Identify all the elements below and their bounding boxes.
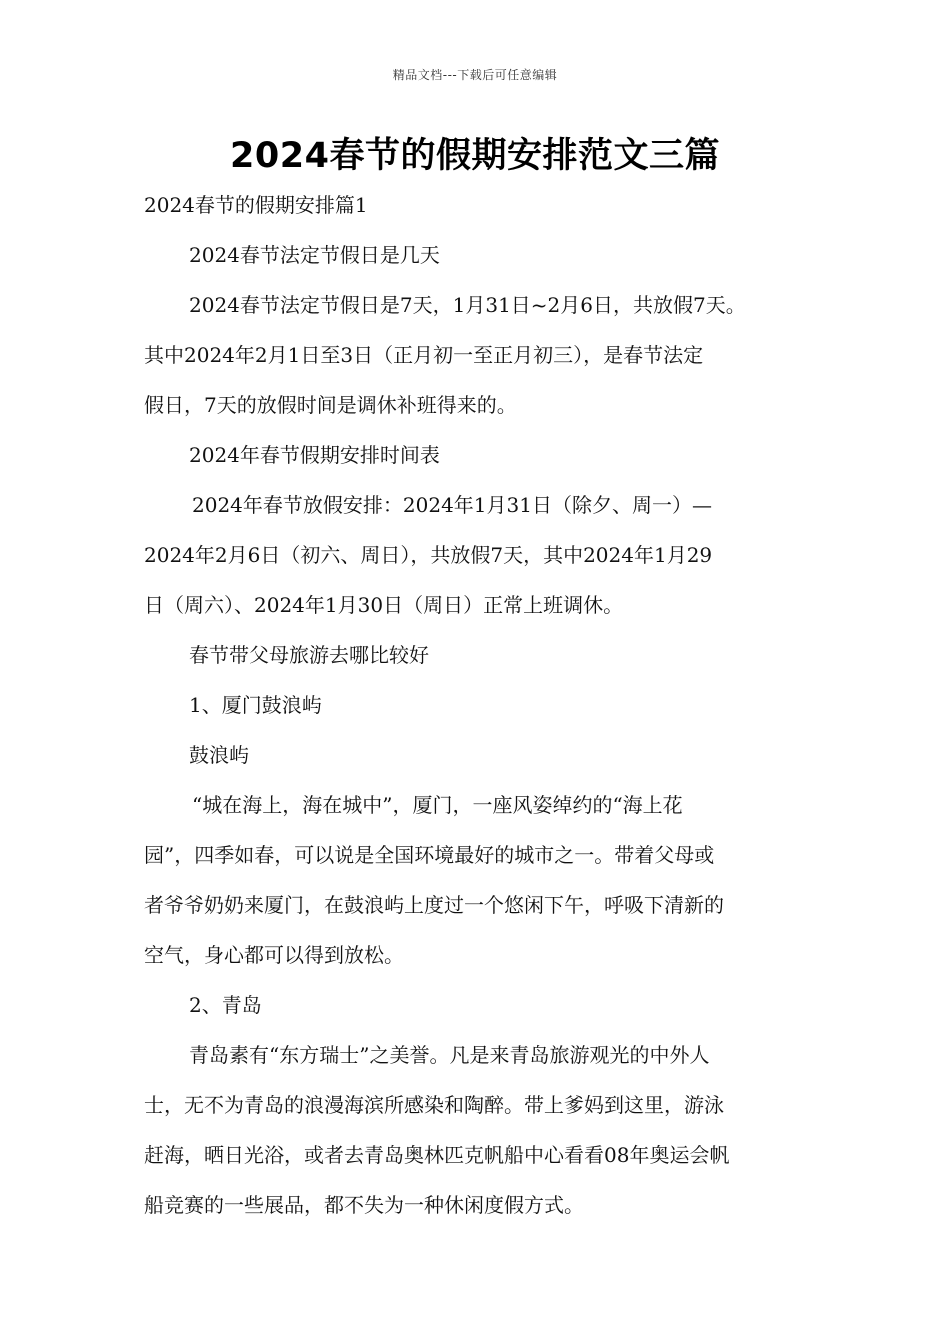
paragraph-schedule bbox=[144, 480, 812, 630]
paragraph-line: 者爷爷奶奶来厦门，在鼓浪屿上度过一个悠闲下午，呼吸下清新的 bbox=[144, 893, 724, 917]
paragraph-line: 2024春节法定节假日是7天，1月31日~2月6日，共放假7天。 bbox=[189, 293, 746, 317]
subheading-schedule: 2024年春节假期安排时间表 bbox=[189, 443, 440, 467]
subheading-holiday-days: 2024春节法定节假日是几天 bbox=[189, 243, 440, 267]
subheading-gulangyu: 鼓浪屿 bbox=[189, 743, 249, 767]
list-item-xiamen: 1、厦门鼓浪屿 bbox=[189, 693, 322, 717]
subheading-travel: 春节带父母旅游去哪比较好 bbox=[189, 643, 429, 667]
paragraph-line: 2024年2月6日（初六、周日），共放假7天，其中2024年1月29 bbox=[144, 543, 713, 567]
paragraph-line: 其中2024年2月1日至3日（正月初一至正月初三），是春节法定 bbox=[144, 343, 704, 367]
paragraph-qingdao bbox=[144, 1030, 812, 1230]
document-title: 2024春节的假期安排范文三篇 bbox=[230, 136, 720, 176]
list-item-qingdao: 2、青岛 bbox=[189, 993, 262, 1017]
paragraph-line: “城在海上，海在城中”，厦门，一座风姿绰约的“海上花 bbox=[192, 793, 683, 817]
paragraph-line: 士，无不为青岛的浪漫海滨所感染和陶醉。带上爹妈到这里，游泳 bbox=[144, 1093, 724, 1117]
paragraph-line: 假日，7天的放假时间是调休补班得来的。 bbox=[144, 393, 517, 417]
paragraph-xiamen bbox=[144, 780, 812, 980]
paragraph-line: 园”，四季如春，可以说是全国环境最好的城市之一。带着父母或 bbox=[144, 843, 715, 867]
paragraph-line: 青岛素有“东方瑞士”之美誉。凡是来青岛旅游观光的中外人 bbox=[189, 1043, 710, 1067]
paragraph-line: 2024年春节放假安排：2024年1月31日（除夕、周一）— bbox=[192, 493, 712, 517]
paragraph-line: 日（周六）、2024年1月30日（周日）正常上班调休。 bbox=[144, 593, 624, 617]
paragraph-line: 空气，身心都可以得到放松。 bbox=[144, 943, 404, 967]
page-header: 精品文档---下载后可任意编辑 bbox=[392, 68, 558, 82]
section-heading: 2024春节的假期安排篇1 bbox=[144, 193, 368, 217]
paragraph-holiday-days bbox=[144, 280, 812, 430]
document-body bbox=[144, 180, 812, 1230]
paragraph-line: 赶海，晒日光浴，或者去青岛奥林匹克帆船中心看看08年奥运会帆 bbox=[144, 1143, 730, 1167]
paragraph-line: 船竞赛的一些展品，都不失为一种休闲度假方式。 bbox=[144, 1193, 584, 1217]
